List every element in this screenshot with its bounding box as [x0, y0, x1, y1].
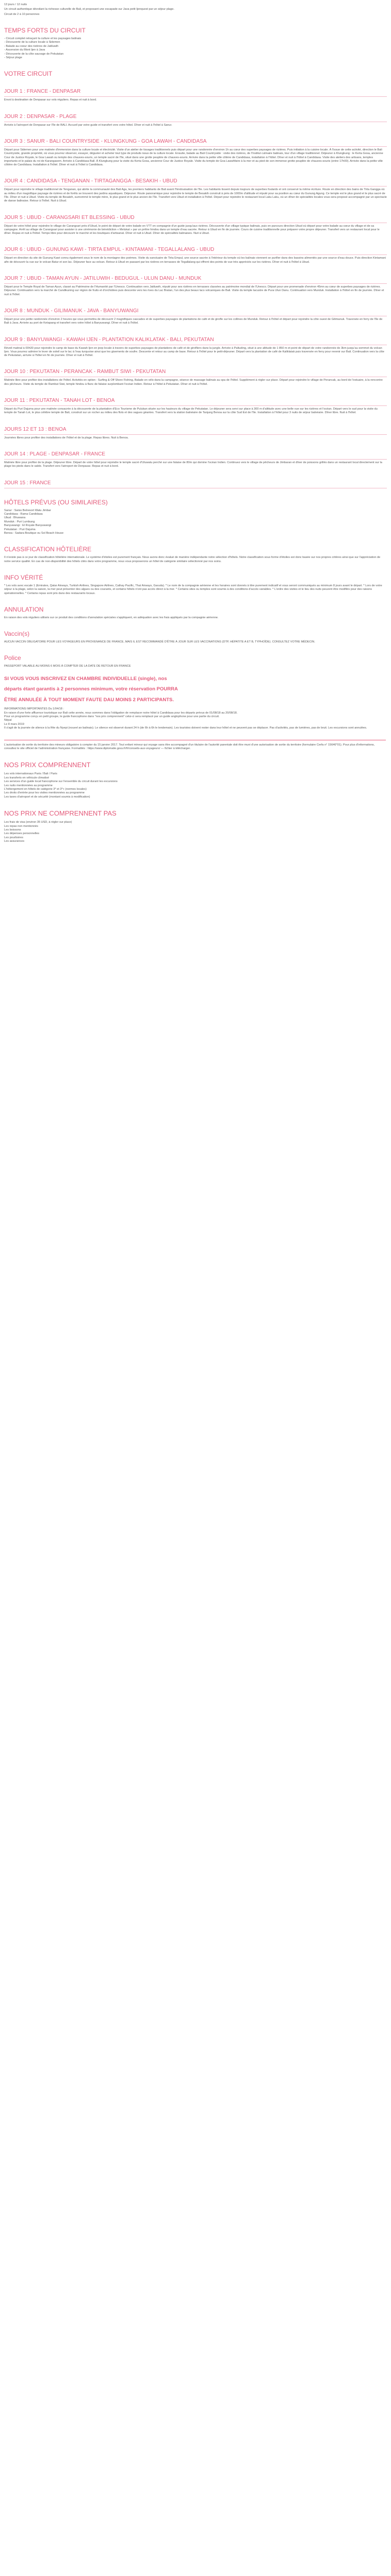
included-item: L'hébergement en hôtels de catégorie 3* et 3*+ (normes locales) [4, 787, 87, 791]
info-text: * Les vols avec escale 1 (Emirates, Qatar Airways, Turkish Airlines, Singapore Airlines, Cathay Pacific, Thaï Airways, Garuda). * Le nom de la compagnie aérienne et les horaires sont donnés à titre purement indicatif et vous seront communiqués au minimum 8 jours avant le départ. * Lors de votre séjour à la plage, selon la saison, la mer peut présenter des algues ou des courants, et certains hôtels n'ont pas accès direct à la mer. * Certains sites ou temples sont soumis à des conditions d'accès variables. * L'ordre des visites et le lieu des nuits peuvent être modifiés pour des raisons opérationnelles. * Certains repas sont pris dans des restaurants locaux. [4, 584, 382, 595]
included-item: Les nuits mentionnées au programme [4, 784, 53, 787]
note-line: Le 8 mars 2019 [4, 722, 24, 726]
hotel-line: Candidasa : Rama Candidasa [4, 512, 43, 516]
warning-line: SI VOUS VOUS INSCRIVEZ EN CHAMBRE INDIVIDUELLE (single), nos [4, 675, 167, 682]
legal-block [4, 743, 387, 751]
intro-line: 13 jours / 12 nuits [4, 3, 27, 6]
info-title: INFO VÉRITÉ [4, 573, 43, 581]
highlight-item: - Découverte de la côte sauvage de Pekutatan [4, 52, 64, 56]
highlights-list [4, 37, 387, 60]
annulation-text: En raison des vols réguliers utilisés sur ce produit des conditions d'annulation spéciales s'appliquent, en adéquation avec les frais appliqués par la compagnie aérienne. [4, 616, 219, 619]
day-text: Matinée libre pour profiter des installations de l'hôtel. Activités en option : Surfing & Off Shore Fishing, Balade en vélo dans la campagne, séance de massage balinais au spa de l'hôtel. Supplément à régler sur place. Départ pour rejoindre le village de Perancak, au bord de l'estuaire, à la rencontre des pêcheurs. Visite du temple de Rambut Siwi, temple hindou à flanc de falaise surplombant l'océan Indien. Retour à l'hôtel à Pekutatan. Dîner et nuit à l'hôtel. [4, 379, 383, 386]
classification-block [4, 556, 387, 564]
hotel-line: Munduk : Puri Lumbung [4, 520, 35, 523]
day-title: JOUR 8 : MUNDUK - GILIMANUK - JAVA - BANYUWANGI [4, 308, 387, 316]
day-text: Départ pour rejoindre le village traditionnel de Tenganan, qui abrite la communauté des Bali Aga, les premiers habitants de Bali avant l'hindouisation de l'île. Les habitants tissent depuis toujours de superbes foulards et ont conservé la même écriture. Route en direction des bains de Tirta Gangga où au milieu d'un magnifique paysage de rizières et de forêts se trouvent des jardins aquatiques. Déjeuner. Route panoramique pour rejoindre le temple de Besakih construit à près de 1000m d'altitude et réputé pour sa position au cœur du Gunung Agung. Ce temple est le plus grand et le plus sacré de l'île. Dîner et nuit à Ubud. Visite du temple de Besakih, surnommé le temple mère, le plus grand et le plus ancien de l'île. Transfert vers Ubud et installation à l'hôtel. Départ pour rejoindre le restaurant local Laku Laku, où un dîner de spécialités locales vous sera proposé accompagné par un spectacle de danse balinaise. Retour à l'hôtel. Nuit à Ubud. [4, 188, 387, 203]
intro-line: Circuit de 2 à 10 personnes [4, 12, 40, 16]
day-title: JOUR 3 : SANUR - BALI COUNTRYSIDE - KLUNGKUNG - GOA LAWAH - CANDIDASA [4, 139, 387, 147]
day-block [4, 114, 387, 127]
day-text: Journées libres pour profiter des installations de l'hôtel et de la plage. Repas libres. Nuit à Benoa. [4, 436, 129, 439]
vaccin-block [4, 640, 387, 644]
hotels-list [4, 509, 387, 536]
day-text: Départ du Puri Dajuma pour une matinée consacrée à la découverte de la plantation d'Eco Tourisme de Pulukan située sur les hauteurs du village de Pekutatan. Le déjeuner sera servi sur place à 300 m d'altitude avec une belle vue sur les rizières et l'océan. Départ vers le sud pour la visite du temple de Tanah Lot, le plus célèbre temple de Bali, construit sur un rocher au milieu des flots et des vagues géantes. Transfert vers la station balnéaire de Tanjung Benoa sur la côte Sud Est de l'île. Installation à l'hôtel pour 3 nuits de séjour balnéaire. Dîner libre. Nuit à l'hôtel. [4, 408, 378, 415]
not-included-title: NOS PRIX NE COMPRENNENT PAS [4, 809, 117, 818]
not-included-item: Les boissons [4, 828, 21, 832]
note-line: En raison d'une forte affluence touristique sur Bali cette année, nous sommes dans l'obligation de remplacer notre hôtel à Candidasa pour les départs prévus de 01/08/18 au 20/08/18. [4, 711, 238, 715]
day-block [4, 451, 387, 469]
hotel-line: Pekutatan : Puri Dajuma [4, 528, 36, 531]
day-block [4, 276, 387, 297]
highlight-item: - Séjour plage [4, 56, 22, 59]
day-title: JOUR 4 : CANDIDASA - TENGANAN - TIRTAGANGGA - BESAKIH - UBUD [4, 178, 387, 187]
day-text: Matinée libre pour profiter de la plage. Déjeuner libre. Départ de votre hôtel pour rejoindre le temple sacré d'Uluwatu perché sur une falaise de 80m qui domine l'océan Indien. Continuez vers le village de pêcheurs de Jimbaran et dîner de poissons grillés dans un restaurant local directement sur la plage les pieds dans le sable. Transfert vers l'aéroport de Denpasar. Repas et nuit à bord. [4, 461, 382, 468]
single-room-warning [4, 676, 387, 703]
classification-text: Il n'existe pas à ce jour de classification hôtelière internationale. Le système d'étoiles est purement français. Nous avons donc évalué de manière indépendante notre sélection d'hôtels. Notre classification sous forme d'étoiles est donc basée sur nos propres critères ainsi que sur l'appréciation de notre service qualité. En cas de non-disponibilité des hôtels cités dans votre programme, nous vous proposerons un hôtel de catégorie similaire sélectionné par nos soins. [4, 556, 381, 563]
highlight-item: - Balade au coeur des rizières de Jatiluwih [4, 44, 59, 48]
included-item: Les transferts en véhicule climatisé [4, 776, 50, 779]
day-text: Réveil matinal à 00h30 pour rejoindre le camp de base du Kawah Ijen en jeep locale à travers de superbes paysages de plantations de café et de girofliers dans la jungle. Arrivée à Paltuding, situé à une altitude de 1 850 m et point de départ de votre randonnée de 3km jusqu'au sommet du volcan Ijen. Vous pourrez admirer le lever de soleil sur le lac à l'eau turquoise ainsi que les gisements de soufre. Descente et retour au camp de base. Retour à l'hôtel pour le petit-déjeuner. Départ vers la plantation de café de Kaliklatak puis traversée en ferry pour revenir sur Bali. Continuation vers la côte de Pekutatan, arrivée à l'hôtel en fin de journée. Dîner et nuit à l'hôtel. [4, 346, 384, 358]
notes-block [4, 707, 387, 730]
day-title: JOUR 11 : PEKUTATAN - TANAH LOT - BENOA [4, 398, 387, 406]
day-title: JOUR 15 : FRANCE [4, 480, 387, 488]
day-title: JOUR 10 : PEKUTATAN - PERANCAK - RAMBUT SIWI - PEKUTATAN [4, 369, 387, 377]
annulation-title: ANNULATION [4, 605, 44, 613]
vaccin-title: Vaccin(s) [4, 630, 30, 638]
day-text: Envol à destination de Denpasar sur vols réguliers. Repas et nuit à bord. [4, 98, 97, 102]
annulation-block [4, 616, 387, 620]
included-item: Les droits d'entrée pour les visites mentionnées au programme [4, 791, 85, 795]
day-title: JOUR 5 : UBUD - CARANGSARI ET BLESSING - UBUD [4, 215, 387, 223]
note-line: Pour un programme conçu en petit groupe, le guide francophone dans "nos prix comprennent" celui-ci sera remplacé par un guide anglophone pour une partie du circuit. [4, 715, 220, 719]
itinerary-title: VOTRE CIRCUIT [4, 70, 53, 78]
day-block [4, 480, 387, 488]
day-text: Départ pour une petite randonnée d'environ 2 heures qui vous permettra de découvrir 2 magnifiques cascades et de superbes paysages de plantations de café et de girofle sur les collines de Munduk. Retour à l'hôtel et départ pour rejoindre la côte ouest de Gilimanuk. Traversée en ferry de l'île de Bali à Java. Arrivée au port de Ketapang et transfert vers votre hôtel à Banyuwangi. Dîner et nuit à l'hôtel. [4, 317, 383, 325]
day-block [4, 215, 387, 236]
day-block [4, 398, 387, 415]
not-included-item: Les dépenses personnelles [4, 832, 40, 836]
highlight-item: - Découverte de la culture locale à Sidemen [4, 41, 60, 44]
day-text: Départ en direction du site de Gunung Kawi connu également sous le nom de la montagne des poèmes. Visite du sanctuaire de Tirta Empul, une source sacrée à l'intérieur du temple où les balinais viennent se purifier dans des bassins alimentés par une source d'eau douce. Puis direction Kintamani afin de découvrir la vue sur le volcan Batur et son lac. Déjeuner face au volcan. Retour à Ubud en passant par les rizières en terrasses de Tegallalang qui offrent des points de vue très appréciés sur les rizières. Dîner et nuit à l'hôtel à Ubud. [4, 257, 386, 264]
note-line: Népal [4, 719, 12, 722]
included-item: Les vols internationaux Paris / Bali / Paris [4, 772, 57, 776]
legal-text: L'autorisation de sortie du territoire des mineurs obligatoire à compter du 15 janvier 2017. Tout enfant mineur qui voyage sans être accompagné d'un titulaire de l'autorité parentale doit être muni d'une autorisation de sortie du territoire (formulaire Cerfa n° 15646*01). Pour plus d'informations, consultez le site officiel de l'administration française. Formalités : https://www.diplomatie.gouv.fr/fr/conseils-aux-voyageurs/ — fichier à télécharger. [4, 743, 375, 750]
not-included-item: Les frais de visa (environ 35 USD, à régler sur place) [4, 821, 72, 824]
itinerary-days [4, 89, 387, 488]
police-text: PASSEPORT VALABLE AU MOINS 6 MOIS À COMPTER DE LA DATE DE RETOUR EN FRANCE [4, 665, 131, 668]
day-title: JOUR 9 : BANYUWANGI - KAWAH IJEN - PLANTATION KALIKLATAK - BALI, PEKUTATAN [4, 337, 387, 345]
highlights-title: TEMPS FORTS DU CIRCUIT [4, 26, 86, 34]
day-text: Départ pour le Temple Royal de Taman Ayun, classé au Patrimoine de l'Humanité par l'Unesco. Continuation vers Jatiluwih, réputé pour ses rizières en terrasses classées au patrimoine mondial de l'Unesco. Départ pour une promenade d'environ 45mn au cœur de superbes paysages de rizières. Déjeuner. Continuation vers la marché de Candikuning sur région de fruits et d'orchidées puis descente vers les rives du Lac Bratan, l'un des plus beaux lacs volcaniques de Bali. Visite du temple lacustre de Pura Ulun Danu. Continuation vers Munduk. Installation à l'hôtel en fin de journée. Dîner et nuit à l'hôtel. [4, 285, 384, 296]
day-block [4, 337, 387, 358]
hotel-line: Sanur : Swiss Belresort Watu Jimbar [4, 509, 51, 512]
not-included-list [4, 821, 387, 843]
day-title: JOUR 1 : FRANCE - DENPASAR [4, 89, 387, 97]
hotel-line: Banyuwangi : El Royale Banyuwangi [4, 524, 52, 528]
day-block [4, 369, 387, 386]
police-title: Police [4, 654, 21, 662]
day-title: JOURS 12 ET 13 : BENOA [4, 427, 387, 435]
note-line: Il s'agit de la journée de silence à la fête du Nyepi (nouvel an balinais). Le silence est observé durant 24 h (de 6h à 6h le lendemain). Les touristes doivent rester dans leur hôtel et ne peuvent pas se déplacer. Pas d'activités, pas de lumières, pas de bruit. Les excursions sont annulées. [4, 726, 367, 730]
included-title: NOS PRIX COMPRENNENT [4, 761, 91, 769]
intro-line: Un circuit authentique dévoilant la richesse culturelle de Bali, et proposant une escapade sur Java petit Ijenquest par un séjour plage. [4, 8, 174, 11]
day-title: JOUR 6 : UBUD - GUNUNG KAWI - TIRTA EMPUL - KINTAMANI - TEGALLALANG - UBUD [4, 247, 387, 255]
warning-line: départs étant garantis à 2 personnes minimum, votre réservation POURRA [4, 686, 178, 692]
day-block [4, 427, 387, 440]
vaccin-text: AUCUN VACCIN OBLIGATOIRE POUR LES VOYAGEURS EN PROVENANCE DE FRANCE, MAIS IL EST RECOMMANDÉ D'ÊTRE À JOUR SUR LES VACCINATIONS (DTP, HÉPATITE A ET B, TYPHOÏDE). CONSULTEZ VOTRE MÉDECIN. [4, 640, 315, 644]
day-text: Arrivée à l'aéroport de Denpasar sur l'île de BALI. Accueil par votre guide et transfert vers votre hôtel. Dîner et nuit à l'hôtel à Sanur. [4, 123, 172, 127]
page [0, 0, 391, 844]
not-included-item: Les repas non mentionnés [4, 824, 38, 828]
day-title: JOUR 14 : PLAGE - DENPASAR - FRANCE [4, 451, 387, 460]
day-text: Départ pour Sidemen pour une matinée d'immersion dans la culture locale et électricité. Visite d'un atelier de tissages traditionnels puis départ pour une randonnée d'environ 1h au cœur des superbes paysages de rizières. Puis initiation à la cuisine locale. À l'issue de cette activité, direction le Bali Countryside, grande propriété, où vous pourrez observer, essayer, déguster et acheter tout type de produits issus de la culture locale. Ensuite, balade au Bali Countryside : visite des rizières, de l'Institut culinaire balinais, tour d'un village traditionnel. Déjeuner à Klungkung : le Kerta Gosa, ancienne Cour de Justice Royale, le Goa Lawah ou temple des chauves-souris, un temple sacré de l'île, situé dans une grotte peuplée de chauves-souris. Arrivée dans la petite ville côtière de Candidasa, installation à l'hôtel. Dîner et nuit à l'hôtel à Candidasa. Visite des ateliers des artisans, temples importants et le palais du roi de Karangasem. Arrivée à Candidasa Ball. À Klungkung pour la visite du Kerta Gosa, ancienne Cour de Justice Royale. Visite du temple de Goa Lawahfaire à la mer et au pied de son immense grotte peuplée de chauves-souris (entre 17h00). Arrivée dans la petite ville côtière de Candidasa. Installation à l'hôtel. Dîner et nuit à l'hôtel à Candidasa. [4, 148, 383, 167]
info-block [4, 584, 387, 596]
day-text: Départ de votre hôtel pour rejoindre le village de Carangsari près d'Ubud, le point de départ de votre balade en VTT en compagnie d'un guide jusqu'aux rizières. Découverte d'un village typique balinais, puis en parcours direction Ubud où départ pour votre balade au cœur du village et de sa campagne. Arrêt au village de Carangsari pour assister à une cérémonie de bénédiction « Melukat » par un prêtre hindou dans un temple d'eau sacrée. Retour à Ubud en fin de journée. Cours de cuisine traditionnelle pour préparer votre propre déjeuner. Transfert vers un restaurant local pour le dîner. Repas et nuit à l'hôtel. Temps libre pour découvrir le marché et les boutiques d'artisanat. Dîner et nuit à Ubud. Dîner de spécialités balinaises. Nuit à Ubud. [4, 224, 380, 235]
highlight-item: - Ascension du Mont Ijen à Java [4, 48, 45, 52]
not-included-item: Les pourboires [4, 836, 24, 839]
hotels-title: HÔTELS PRÉVUS (OU SIMILAIRES) [4, 498, 108, 506]
day-block [4, 247, 387, 264]
day-title: JOUR 2 : DENPASAR - PLAGE [4, 114, 387, 122]
day-title: JOUR 7 : UBUD - TAMAN AYUN - JATILUWIH - BEDUGUL - ULUN DANU - MUNDUK [4, 276, 387, 284]
warning-line: ÊTRE ANNULÉE À TOUT MOMENT FAUTE DAU MOINS 2 PARTICIPANTS. [4, 697, 174, 703]
hotel-line: Benoa : Sadara Boutique ou Sol Beach House [4, 531, 64, 535]
classification-title: CLASSIFICATION HÔTELIÈRE [4, 546, 92, 553]
intro [4, 3, 387, 16]
day-block [4, 139, 387, 167]
note-line: INFORMATIONS IMPORTANTES Du 1/04/18 : [4, 707, 64, 711]
police-block [4, 665, 387, 668]
day-block [4, 89, 387, 102]
highlight-item: - Circuit complet retraçant la culture et les paysages balinais [4, 37, 82, 40]
day-block [4, 308, 387, 326]
included-item: Les services d'un guide local francophone sur l'ensemble du circuit durant les excursions [4, 780, 118, 784]
included-item: Les taxes d'aéroport et de sécurité (montant soumis à modification) [4, 795, 90, 799]
not-included-item: Les assurances [4, 840, 25, 843]
included-list [4, 772, 387, 799]
day-block [4, 178, 387, 203]
hotel-line: Ubud : Bhuwana [4, 516, 26, 520]
